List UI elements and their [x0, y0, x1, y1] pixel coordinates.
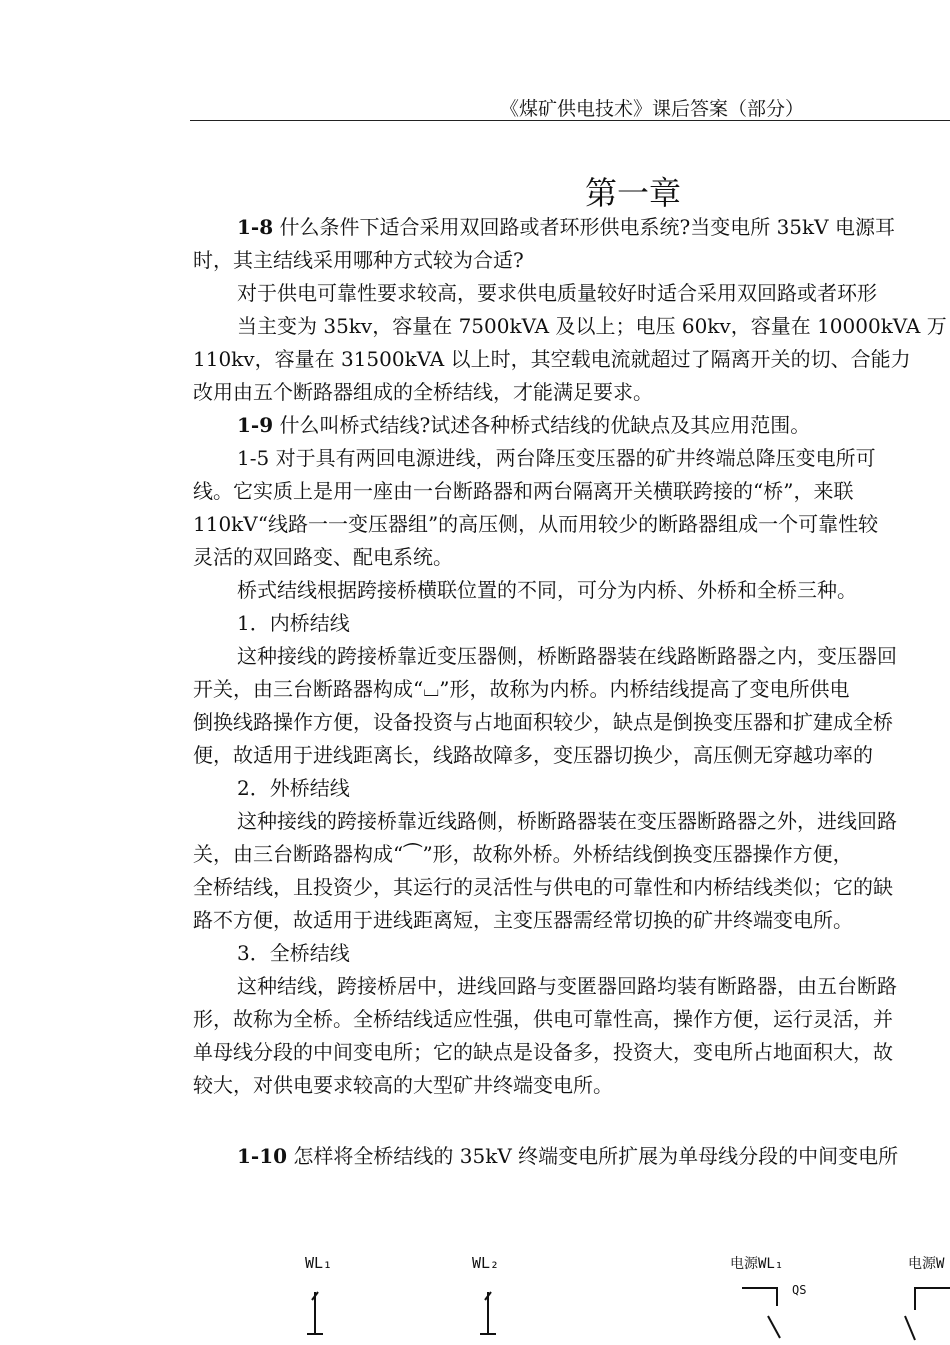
text-line — [193, 1071, 613, 1099]
source-wl2-lead — [915, 1288, 950, 1310]
line-text: 什么叫桥式结线?试述各种桥式结线的优缺点及其应用范围。 — [273, 413, 811, 437]
text-line — [237, 774, 350, 802]
line-text: 110kv，容量在 31500kVA 以上时，其空载电流就超过了隔离开关的切、合能力 — [193, 347, 911, 371]
wiring-diagram — [0, 1230, 950, 1345]
question-number: 1-10 — [237, 1144, 288, 1168]
line-text: 怎样将全桥结线的 35kV 终端变电所扩展为单母线分段的中间变电所 — [287, 1144, 899, 1168]
chapter-title: 第一章 — [585, 174, 682, 212]
text-line — [193, 675, 849, 703]
text-line — [237, 642, 897, 670]
line-text: 路不方便，故适用于进线距离短，主变压器需经常切换的矿井终端变电所。 — [193, 908, 853, 932]
line-text: 单母线分段的中间变电所；它的缺点是设备多，投资大，变电所占地面积大，故 — [193, 1040, 893, 1064]
text-line — [193, 873, 893, 901]
text-line — [237, 279, 877, 307]
line-text: 全桥结线，且投资少，其运行的灵活性与供电的可靠性和内桥结线类似；它的缺 — [193, 875, 893, 899]
text-line — [193, 543, 453, 571]
text-line — [237, 609, 350, 637]
text-line — [237, 213, 895, 241]
line-text: 什么条件下适合采用双回路或者环形供电系统?当变电所 35kV 电源耳 — [273, 215, 895, 239]
source-wl1-lead — [742, 1288, 777, 1306]
switch-qs-blade — [768, 1316, 780, 1338]
text-line — [237, 411, 810, 439]
line-text: 桥式结线根据跨接桥横联位置的不同，可分为内桥、外桥和全桥三种。 — [237, 578, 857, 602]
line-text: 这种结线，跨接桥居中，进线回路与变匿器回路均装有断路器，由五台断路 — [237, 974, 897, 998]
line-text: 这种接线的跨接桥靠近变压器侧，桥断路器装在线路断路器之内，变压器回 — [237, 644, 897, 668]
text-line — [193, 741, 873, 769]
text-line — [193, 510, 878, 538]
page-header-title: 《煤矿供电技术》课后答案（部分） — [500, 98, 805, 120]
text-line — [237, 444, 876, 472]
line-text: 对于供电可靠性要求较高，要求供电质量较好时适合采用双回路或者环形 — [237, 281, 877, 305]
question-number: 1-9 — [237, 413, 274, 437]
diagram-label-source-wl2: 电源W — [908, 1256, 945, 1272]
diagram-label-wl1: WL₁ — [305, 1254, 333, 1272]
text-line — [237, 576, 857, 604]
text-line — [193, 477, 853, 505]
text-line — [193, 840, 853, 868]
line-text: 开关，由三台断路器构成“⌴”形，故称为内桥。内桥结线提高了变电所供电 — [193, 677, 850, 701]
text-line — [193, 246, 524, 274]
diagram-label-wl2: WL₂ — [472, 1254, 500, 1272]
line-text: 当主变为 35kv，容量在 7500kVA 及以上；电压 60kv，容量在 10000kVA 万 — [237, 314, 947, 338]
text-line — [237, 972, 897, 1000]
source-wl2-blade — [905, 1316, 915, 1340]
line-text: 1-5 对于具有两回电源进线，两台降压变压器的矿井终端总降压变电所可 — [237, 446, 876, 470]
diagram-label-source-wl1: 电源WL₁ — [730, 1256, 784, 1272]
question-number: 1-8 — [237, 215, 274, 239]
line-text: 关，由三台断路器构成“⏜”形，故称外桥。外桥结线倒换变压器操作方便， — [193, 842, 853, 866]
text-line — [237, 312, 947, 340]
line-text: 这种接线的跨接桥靠近线路侧，桥断路器装在变压器断路器之外，进线回路 — [237, 809, 897, 833]
text-line — [193, 708, 893, 736]
line-text: 110kV“线路一一变压器组”的高压侧，从而用较少的断路器组成一个可靠性较 — [193, 512, 879, 536]
text-line — [193, 1038, 893, 1066]
line-text: 改用由五个断路器组成的全桥结线，才能满足要求。 — [193, 380, 653, 404]
line-text: 便，故适用于进线距离长，线路故障多，变压器切换少，高压侧无穿越功率的 — [193, 743, 873, 767]
text-line — [193, 378, 653, 406]
line-text: 形，故称为全桥。全桥结线适应性强，供电可靠性高，操作方便，运行灵活，并 — [193, 1007, 893, 1031]
line-text: 灵活的双回路变、配电系统。 — [193, 545, 453, 569]
line-text: 1．内桥结线 — [237, 611, 350, 635]
line-text: 线。它实质上是用一座由一台断路器和两台隔离开关横联跨接的“桥”，来联 — [193, 479, 854, 503]
line-text: 倒换线路操作方便，设备投资与占地面积较少，缺点是倒换变压器和扩建成全桥 — [193, 710, 893, 734]
line-text: 3．全桥结线 — [237, 941, 350, 965]
text-line — [193, 906, 853, 934]
text-line — [193, 345, 911, 373]
line-text: 2．外桥结线 — [237, 776, 350, 800]
line-text: 较大，对供电要求较高的大型矿井终端变电所。 — [193, 1073, 613, 1097]
text-line — [237, 939, 350, 967]
text-line — [237, 807, 897, 835]
header-rule — [190, 120, 950, 121]
line-text: 时，其主结线采用哪种方式较为合适? — [193, 248, 524, 272]
text-line — [237, 1142, 898, 1170]
text-line — [193, 1005, 893, 1033]
diagram-label-qs: QS — [792, 1283, 807, 1297]
